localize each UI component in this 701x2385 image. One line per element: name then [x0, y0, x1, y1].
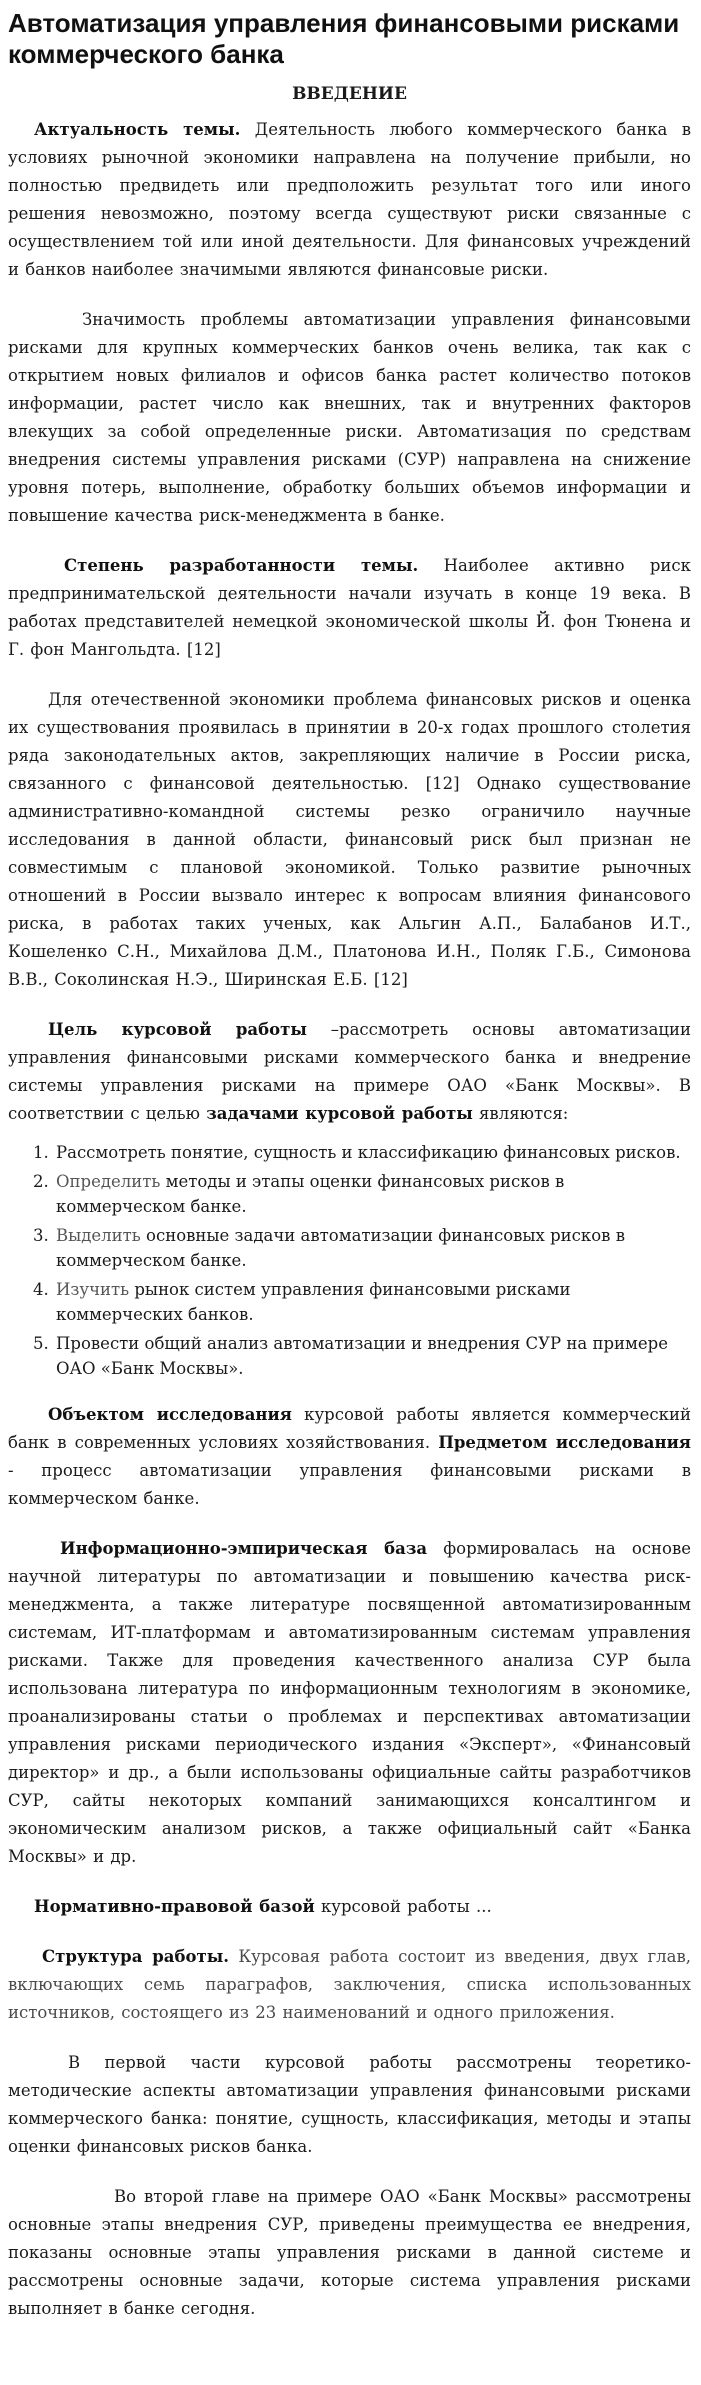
paragraph-structure	[8, 1943, 691, 2027]
relevance-text: Деятельность любого коммерческого банка в условиях рыночной экономики направлена на получение прибыли, но полностью предвидеть или предположить результат того или иного решения невозможно, поэтому всегда существуют риски связанные с осуществлением той или иной деятельности. Для финансовых учреждений и банков наиболее значимыми являются финансовые риски.	[8, 120, 691, 279]
legal-text: курсовой работы ...	[314, 1897, 492, 1916]
development-text: Наиболее активно риск предпринимательской деятельности начали изучать в конце 19 века. В работах представителей немецкой экономической школы Й. фон Тюнена и Г. фон Мангольдта. [12]	[8, 556, 691, 659]
list-item	[54, 1223, 691, 1273]
chapter-two-text: Во второй главе на примере ОАО «Банк Москвы» рассмотрены основные этапы внедрения СУР, приведены преимущества ее внедрения, показаны основные этапы управления рисками в данной системе и рассмотрены основные задачи, которые система управления рисками выполняет в банке сегодня.	[8, 2187, 691, 2318]
document-title: Автоматизация управления финансовыми рисками коммерческого банка	[8, 8, 680, 69]
object-text: курсовой работы является коммерческий банк в современных условиях хозяйствования.	[8, 1405, 691, 1452]
task-text: рынок систем управления финансовыми рисками коммерческих банков.	[56, 1280, 571, 1324]
list-item	[54, 1331, 691, 1381]
structure-label: Структура работы.	[42, 1947, 229, 1966]
goal-text: –рассмотреть основы автоматизации управления финансовыми рисками коммерческого банка и внедрение системы управления рисками на примере ОАО «Банк Москвы». В соответствии с целью	[8, 1020, 692, 1123]
paragraph-goal	[8, 1016, 691, 1128]
task-verb: Изучить	[56, 1280, 130, 1299]
domestic-text: Для отечественной экономики проблема финансовых рисков и оценка их существования проявилась в принятии в 20-х годах прошлого столетия ряда законодательных актов, закрепляющих наличие в России риска, связанного с финансовой деятельностью. [12] Однако существование административно-командной системы резко ограничило научные исследования в данной области, финансовый риск был признан не совместимым с плановой экономикой. Только развитие рыночных отношений в России вызвало интерес к вопросам влияния финансового риска, в работах таких ученых, как Альгин А.П., Балабанов И.Т., Кошеленко С.Н., Михайлова Д.М., Платонова И.Н., Поляк Г.Б., Симонова В.В., Соколинская Н.Э., Ширинская Е.Б. [12]	[8, 690, 691, 989]
tasks-list	[8, 1140, 691, 1381]
paragraph-legal	[8, 1893, 691, 1921]
object-label: Объектом исследования	[48, 1405, 292, 1424]
paragraph-significance	[8, 306, 691, 530]
significance-text: Значимость проблемы автоматизации управления финансовыми рисками для крупных коммерческих банков очень велика, так как с открытием новых филиалов и офисов банка растет количество потоков информации, растет число как внешних, так и внутренних факторов влекущих за собой определенные риски. Автоматизация по средствам внедрения системы управления рисками (СУР) направлена на снижение уровня потерь, выполнение, обработку больших объемов информации и повышение качества риск-менеджмента в банке.	[8, 310, 691, 525]
goal-tail: являются:	[472, 1104, 569, 1123]
relevance-label: Актуальность темы.	[34, 120, 241, 139]
task-text: общий анализ автоматизации и внедрения СУР на примере ОАО «Банк Москвы».	[56, 1334, 668, 1378]
task-verb: Провести	[56, 1334, 140, 1353]
paragraph-chapter-two	[8, 2183, 691, 2323]
intro-heading: ВВЕДЕНИЕ	[292, 84, 407, 104]
list-item	[54, 1169, 691, 1219]
paragraph-development	[8, 552, 691, 664]
paragraph-domestic	[8, 686, 691, 994]
list-item	[54, 1277, 691, 1327]
base-text: формировалась на основе научной литературы по автоматизации и повышению качества риск-менеджмента, а также литературе посвященной автоматизированным системам, ИТ-платформам и автоматизированным системам управления рисками. Также для проведения качественного анализа СУР была использована литература по информационным технологиям в экономике, проанализированы статьи о проблемах и перспективах автоматизации управления рисками периодического издания «Эксперт», «Финансовый директор» и др., а были использованы официальные сайты разработчиков СУР, сайты некоторых компаний занимающихся консалтингом и экономическим анализом рисков, а также официальный сайт «Банка Москвы» и др.	[8, 1539, 691, 1866]
paragraph-part-one	[8, 2049, 691, 2161]
tasks-label: задачами курсовой работы	[206, 1104, 473, 1123]
paragraph-relevance	[8, 116, 691, 284]
part-one-text: В первой части курсовой работы рассмотрены теоретико-методические аспекты автоматизации управления финансовыми рисками коммерческого банка: понятие, сущность, классификация, методы и этапы оценки финансовых рисков банка.	[8, 2053, 691, 2156]
task-verb: Определить	[56, 1172, 161, 1191]
subject-text: - процесс автоматизации управления финансовыми рисками в коммерческом банке.	[8, 1461, 691, 1508]
development-label: Степень разработанности темы.	[64, 556, 419, 575]
list-item	[54, 1140, 691, 1165]
subject-label: Предметом исследования	[438, 1433, 691, 1452]
legal-label: Нормативно-правовой базой	[34, 1897, 315, 1916]
task-text: основные задачи автоматизации финансовых рисков в коммерческом банке.	[56, 1226, 625, 1270]
structure-text: Курсовая работа состоит из введения, двух глав, включающих семь параграфов, заключения, списка использованных источников, состоящего из 23 наименований и одного приложения.	[8, 1947, 691, 2022]
paragraph-object	[8, 1401, 691, 1513]
task-verb: Рассмотреть	[56, 1143, 166, 1162]
task-text: понятие, сущность и классификацию финансовых рисков.	[165, 1143, 681, 1162]
task-verb: Выделить	[56, 1226, 141, 1245]
task-text: методы и этапы оценки финансовых рисков в коммерческом банке.	[56, 1172, 565, 1216]
paragraph-base	[8, 1535, 691, 1871]
goal-label: Цель курсовой работы	[48, 1020, 307, 1039]
base-label: Информационно-эмпирическая база	[60, 1539, 428, 1558]
